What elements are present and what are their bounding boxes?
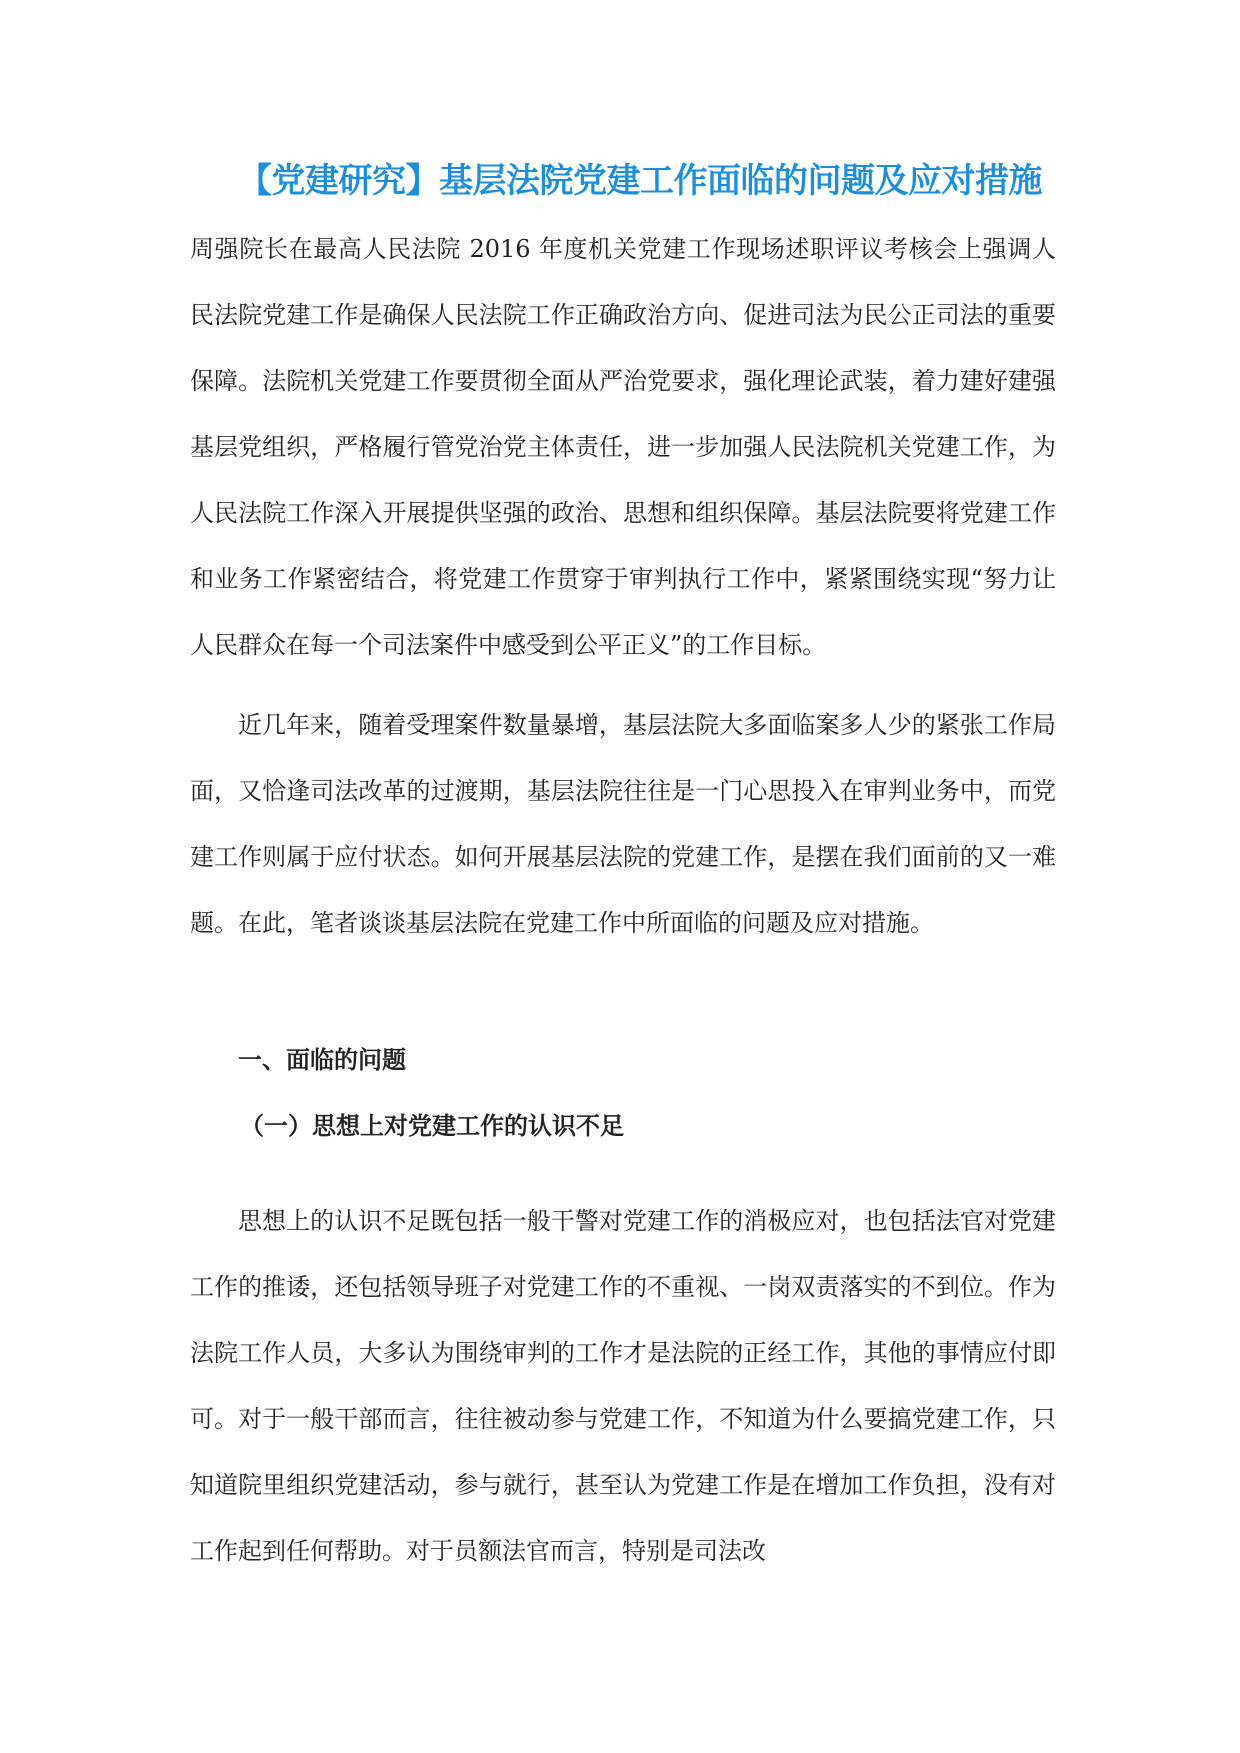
section-heading: 一、面临的问题 [238, 1046, 406, 1074]
document-title: 【党建研究】基层法院党建工作面临的问题及应对措施 [238, 161, 1042, 201]
subsection-heading: （一）思想上对党建工作的认识不足 [240, 1112, 624, 1140]
paragraph-intro: 周强院长在最高人民法院 2016 年度机关党建工作现场述职评议考核会上强调人民法院党建工作是确保人民法院工作正确政治方向、促进司法为民公正司法的重要保障。法院机关党建工作要贯彻全面从严治党要求，强化理论武装，着力建好建强基层党组织，严格履行管党治党主体责任，进一步加强人民法院机关党建工作，为人民法院工作深入开展提供坚强的政治、思想和组织保障。基层法院要将党建工作和业务工作紧密结合，将党建工作贯穿于审判执行工作中，紧紧围绕实现“努力让人民群众在每一个司法案件中感受到公平正义”的工作目标。 [190, 235, 1056, 659]
paragraph-background: 近几年来，随着受理案件数量暴增，基层法院大多面临案多人少的紧张工作局面，又恰逢司法改革的过渡期，基层法院往往是一门心思投入在审判业务中，而党建工作则属于应付状态。如何开展基层法院的党建工作，是摆在我们面前的又一难题。在此，笔者谈谈基层法院在党建工作中所面临的问题及应对措施。 [190, 711, 1056, 937]
paragraph-awareness: 思想上的认识不足既包括一般干警对党建工作的消极应对，也包括法官对党建工作的推诿，还包括领导班子对党建工作的不重视、一岗双责落实的不到位。作为法院工作人员，大多认为围绕审判的工作才是法院的正经工作，其他的事情应付即可。对于一般干部而言，往往被动参与党建工作，不知道为什么要搞党建工作，只知道院里组织党建活动，参与就行，甚至认为党建工作是在增加工作负担，没有对工作起到任何帮助。对于员额法官而言，特别是司法改 [190, 1207, 1056, 1565]
